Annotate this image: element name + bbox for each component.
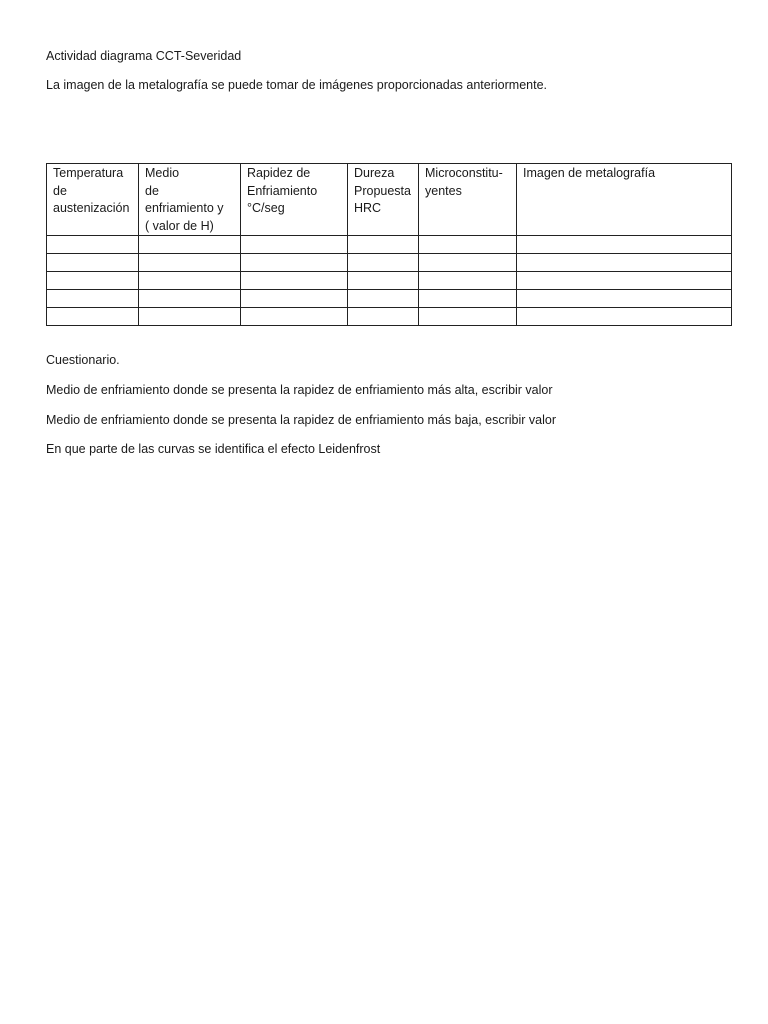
table-cell xyxy=(47,254,139,272)
document-title: Actividad diagrama CCT-Severidad xyxy=(46,49,242,63)
activity-table xyxy=(46,163,732,326)
table-cell xyxy=(348,290,419,308)
table-row xyxy=(47,254,732,272)
table-row xyxy=(47,290,732,308)
table-cell xyxy=(348,236,419,254)
header-imagen-metalografia: Imagen de metalografía xyxy=(517,164,732,236)
table-cell xyxy=(419,254,517,272)
table-cell xyxy=(419,272,517,290)
table-cell xyxy=(419,236,517,254)
table-cell xyxy=(241,308,348,326)
table-row xyxy=(47,236,732,254)
intro-paragraph: La imagen de la metalografía se puede tomar de imágenes proporcionadas anteriormente. xyxy=(46,78,548,92)
table-cell xyxy=(517,272,732,290)
table-cell xyxy=(47,308,139,326)
table-cell xyxy=(517,308,732,326)
table-row xyxy=(47,308,732,326)
table-cell xyxy=(241,236,348,254)
table-cell xyxy=(47,272,139,290)
table-cell xyxy=(419,308,517,326)
table-cell xyxy=(517,254,732,272)
table-body xyxy=(47,236,732,326)
question-3: En que parte de las curvas se identifica el efecto Leidenfrost xyxy=(46,442,381,456)
questionnaire-heading: Cuestionario. xyxy=(46,353,120,367)
table-cell xyxy=(517,290,732,308)
header-microconstituyentes: Microconstitu- yentes xyxy=(419,164,517,236)
header-rapidez-enfriamiento: Rapidez de Enfriamiento °C/seg xyxy=(241,164,348,236)
table-cell xyxy=(47,290,139,308)
table-cell xyxy=(241,290,348,308)
header-dureza: Dureza Propuesta HRC xyxy=(348,164,419,236)
table-cell xyxy=(139,272,241,290)
table-header-row xyxy=(47,164,732,236)
table-cell xyxy=(139,254,241,272)
question-1: Medio de enfriamiento donde se presenta la rapidez de enfriamiento más alta, escribir valor xyxy=(46,383,553,397)
header-medio-enfriamiento: Medio de enfriamiento y ( valor de H) xyxy=(139,164,241,236)
table-cell xyxy=(348,272,419,290)
table-cell xyxy=(517,236,732,254)
table-cell xyxy=(47,236,139,254)
table-cell xyxy=(419,290,517,308)
table-cell xyxy=(241,272,348,290)
table-cell xyxy=(139,308,241,326)
table-row xyxy=(47,272,732,290)
header-temperatura: Temperatura de austenización xyxy=(47,164,139,236)
table-cell xyxy=(348,308,419,326)
question-2: Medio de enfriamiento donde se presenta la rapidez de enfriamiento más baja, escribir valor xyxy=(46,413,557,427)
table-cell xyxy=(348,254,419,272)
table-cell xyxy=(139,290,241,308)
table-cell xyxy=(241,254,348,272)
table-cell xyxy=(139,236,241,254)
